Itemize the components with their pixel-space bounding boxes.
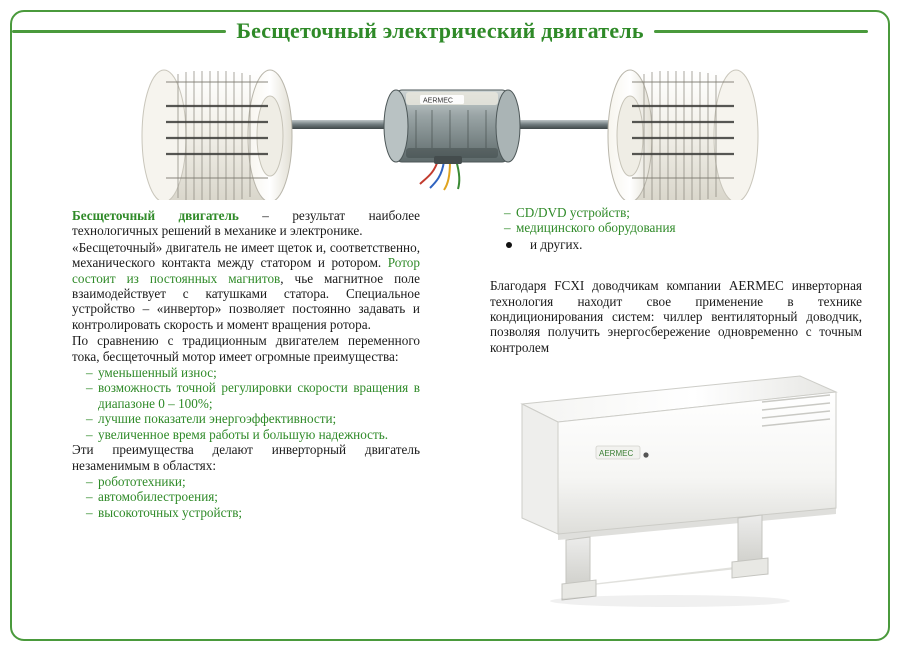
list-item: – возможность точной регулировки скорости вращения в диапазоне 0 – 100%;	[86, 380, 420, 411]
list-item: – автомобилестроения;	[86, 489, 420, 504]
paragraph-comparison: По сравнению с традиционным двигателем переменного тока, бесщеточный мотор имеет огромные преимущества:	[72, 333, 420, 364]
svg-text:AERMEC: AERMEC	[423, 97, 453, 105]
lead-rest: – результат наиболее технологичных решений в механике и электронике.	[72, 208, 420, 239]
list-item: – увеличенное время работы и большую надежность.	[86, 427, 420, 442]
brushless-motor-image	[120, 52, 780, 200]
left-text-column	[72, 208, 420, 520]
paragraph-applications: Эти преимущества делают инверторный двигатель незаменимым в областях:	[72, 442, 420, 473]
list-item: – высокоточных устройств;	[86, 505, 420, 520]
fields-list-continued	[490, 205, 862, 236]
lead-term: Бесщеточный двигатель	[72, 208, 239, 223]
paragraph-lead	[72, 208, 420, 239]
title-rule-right	[654, 30, 868, 33]
fields-list	[72, 474, 420, 520]
advantages-list	[72, 365, 420, 442]
bullet-list-item	[490, 237, 862, 252]
motor-assembly-svg	[120, 52, 780, 200]
column-spacer	[490, 252, 862, 278]
page-title	[12, 14, 868, 48]
definition-highlight: Ротор состоит из постоянных магнитов	[72, 255, 420, 286]
list-item: – медицинского оборудования	[504, 220, 862, 235]
product-brand-label: AERMEC	[599, 449, 634, 458]
list-item: – CD/DVD устройств;	[504, 205, 862, 220]
fan-coil-unit-image	[500, 358, 856, 610]
right-text-column	[490, 205, 862, 356]
list-item: – лучшие показатели энергоэффективности;	[86, 411, 420, 426]
list-item: – уменьшенный износ;	[86, 365, 420, 380]
definition-part2: , чье магнитное поле взаимодействует с катушками статора. Специальное устройство – «инвертор» позволяет постоянно задавать и контролировать скорость и момент вращения ротора.	[72, 270, 420, 332]
paragraph-aermec: Благодаря FCXI доводчикам компании AERMEC инверторная технология находит свое применение в технике кондиционирования систем: чиллер вентиляторный доводчик, позволяя получить энергосбережение одновременно с точным контролем	[490, 278, 862, 355]
fan-coil-unit-svg	[500, 358, 856, 610]
bullet-item-label: и других.	[530, 236, 583, 252]
page-title-text: Бесщеточный электрический двигатель	[236, 18, 644, 43]
bullet-dot-icon	[506, 242, 512, 248]
paragraph-definition	[72, 240, 420, 332]
definition-part1: «Бесщеточный» двигатель не имеет щеток и, соответственно, механического контакта между статором и ротором.	[72, 239, 420, 271]
title-rule-left	[12, 30, 226, 33]
list-item: – робототехники;	[86, 474, 420, 489]
